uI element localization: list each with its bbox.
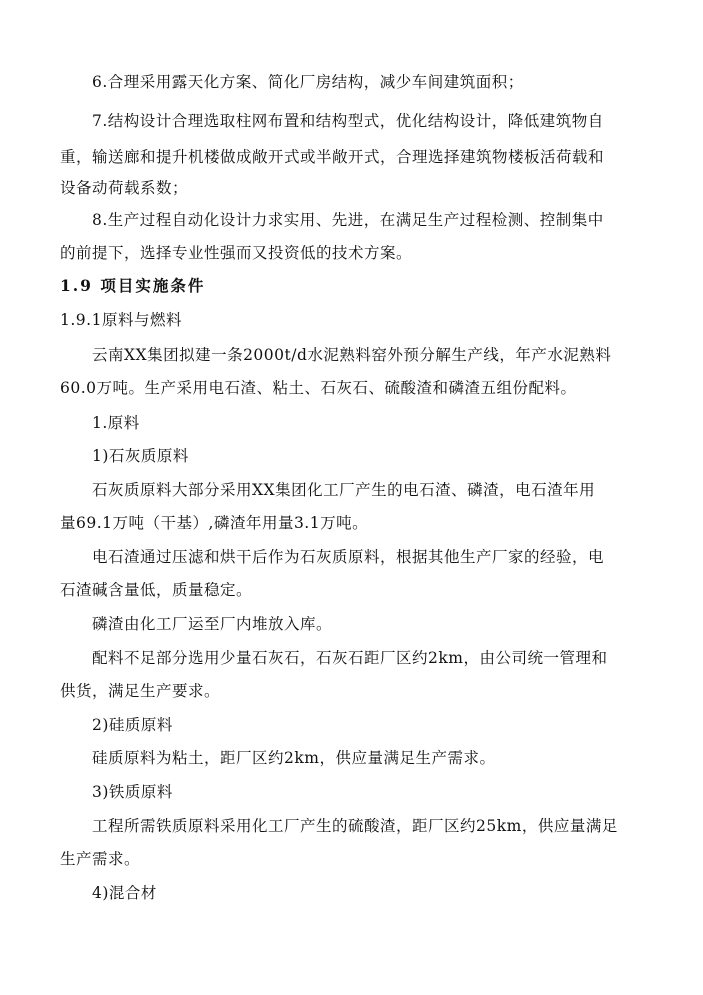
list-heading: 3)铁质原料 xyxy=(92,783,173,801)
paragraph-line: 磷渣由化工厂运至厂内堆放入库。 xyxy=(92,615,333,633)
paragraph-line: 的前提下，选择专业性强而又投资低的技术方案。 xyxy=(60,244,413,262)
list-heading: 1)石灰质原料 xyxy=(92,447,189,465)
paragraph-line: 重，输送廊和提升机楼做成敞开式或半敞开式，合理选择建筑物楼板活荷载和 xyxy=(60,148,605,166)
paragraph-line: 供货，满足生产要求。 xyxy=(60,682,221,700)
paragraph-line: 设备动荷载系数； xyxy=(60,179,189,197)
paragraph-line: 石灰质原料大部分采用XX集团化工厂产生的电石渣、磷渣，电石渣年用 xyxy=(92,481,596,499)
list-heading: 1.原料 xyxy=(92,414,140,432)
paragraph-line: 量69.1万吨（干基）,磷渣年用量3.1万吨。 xyxy=(60,514,369,532)
paragraph-line: 7.结构设计合理选取柱网布置和结构型式，优化结构设计，降低建筑物自 xyxy=(92,112,604,130)
section-heading: 1.9 项目实施条件 xyxy=(60,276,206,295)
paragraph-line: 8.生产过程自动化设计力求实用、先进，在满足生产过程检测、控制集中 xyxy=(92,211,604,229)
list-heading: 4)混合材 xyxy=(92,884,157,902)
paragraph-line: 配料不足部分选用少量石灰石，石灰石距厂区约2km，由公司统一管理和 xyxy=(92,649,608,667)
paragraph-line: 云南XX集团拟建一条2000t/d水泥熟料窑外预分解生产线，年产水泥熟料 xyxy=(92,346,612,364)
paragraph-line: 硅质原料为粘土，距厂区约2km，供应量满足生产需求。 xyxy=(92,749,496,767)
paragraph-line: 60.0万吨。生产采用电石渣、粘土、石灰石、硫酸渣和磷渣五组份配料。 xyxy=(60,379,577,397)
paragraph-line: 石渣碱含量低，质量稳定。 xyxy=(60,581,253,599)
paragraph-line: 生产需求。 xyxy=(60,850,141,868)
paragraph-line: 电石渣通过压滤和烘干后作为石灰质原料，根据其他生产厂家的经验，电 xyxy=(92,548,605,566)
list-heading: 2)硅质原料 xyxy=(92,716,173,734)
subsection-heading: 1.9.1原料与燃料 xyxy=(60,311,182,329)
paragraph-line: 工程所需铁质原料采用化工厂产生的硫酸渣，距厂区约25km，供应量满足 xyxy=(92,817,618,835)
paragraph-line: 6.合理采用露天化方案、简化厂房结构，减少车间建筑面积； xyxy=(92,73,524,91)
